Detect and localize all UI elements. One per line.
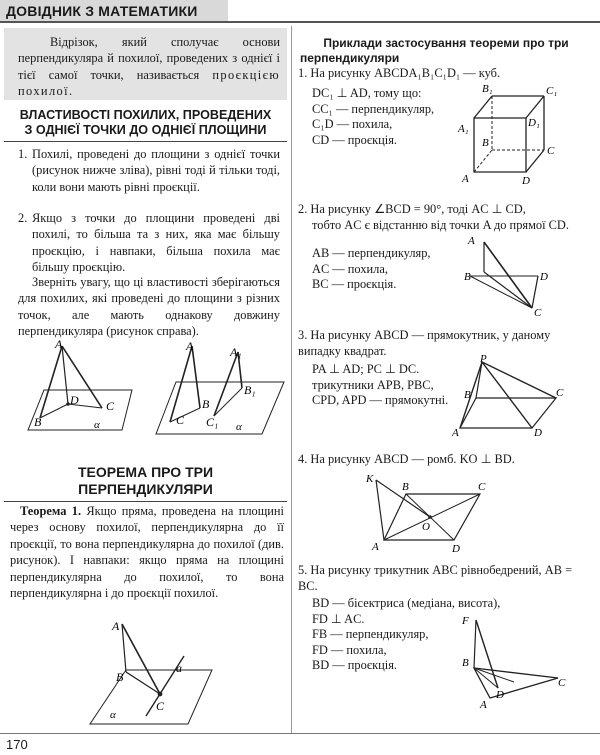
example-5-item: FB — перпендикуляр, [312,627,429,642]
figure-three-perpendiculars [84,614,214,730]
example-1-item: DC₁ ⊥ AD, тому що: [312,86,422,100]
label-C: C [547,145,555,157]
label-alpha: α [94,419,100,431]
example-3-num: 3. [298,328,308,342]
label-B: B [482,137,489,149]
example-3-line1: На рисунку ABCD — прямокутник, у даному випадку квадрат. [298,328,551,358]
label-C: C [176,413,185,427]
example-3-item: CPD, APD — прямокутні. [312,393,449,408]
label-B: B [402,481,409,493]
examples-title-line2: перпендикуляри [300,50,400,65]
definition-body: Відрізок, який сполучає основи перпендикуляра й похилої, проведених з однієї і тієї самої точки, називається [18,35,280,82]
footer-rule [0,733,600,734]
properties-heading-line2: З ОДНІЄЇ ТОЧКИ ДО ОДНІЄЇ ПЛОЩИНИ [24,123,267,137]
example-5-item: FD — похила, [312,642,387,657]
theorem-rule [4,501,287,502]
theorem-body: Якщо пряма, проведена на площині через основу похилої, перпендикулярна до її проєкції, то вона перпендикулярна до похилої (див. рисунок). І навпаки: якщо пряма на площині перпендикулярна до похилої, то вона перпендикулярна і до проєкції похилої. [10,504,284,601]
example-3-list [312,362,462,409]
figure-ex4 [362,470,492,556]
example-2-num: 2. [298,202,308,216]
example-2-item: AB — перпендикуляр, [312,246,431,260]
label-A: A [55,338,63,351]
example-4-num: 4. [298,452,308,466]
header-title: ДОВІДНИК З МАТЕМАТИКИ [6,3,198,19]
label-A: A [452,427,459,438]
figure-ex3 [452,354,564,438]
definition-text: Відрізок, який сполучає основи перпендикуляра й похилої, проведених з однієї і тієї самої точки, називається проєкцією похилої. [18,35,280,99]
example-4-line: На рисунку ABCD — ромб. KO ⊥ BD. [310,452,515,466]
label-C1: C₁ [546,85,558,97]
property-item-2 [18,210,280,276]
property-item-1 [18,146,280,195]
figure-two-points [150,338,290,438]
label-B: B [202,397,210,411]
label-D: D [534,427,542,438]
label-D: D [70,393,79,407]
label-B: B [34,415,42,429]
label-D: D [452,543,460,555]
figure-ex2 [456,232,566,318]
properties-rule [4,141,287,142]
label-D: D [540,271,548,283]
example-2-item: AC — похила, [312,261,388,276]
label-A1: A₁ [230,345,242,359]
label-A: A [112,619,120,633]
page-header [0,0,600,22]
property-note: Зверніть увагу, що ці властивості зберігаються для похилих, які проведені до площини з різних точок, але мають однакову довжину перпендикуляра (рисунок справа). [18,275,280,339]
column-divider [291,26,292,734]
theorem-heading-line1: ТЕОРЕМА ПРО ТРИ [77,464,214,480]
properties-heading-line1: ВЛАСТИВОСТІ ПОХИЛИХ, ПРОВЕДЕНИХ [19,108,272,122]
figure-equal-slopes [22,338,152,438]
example-5-line1: На рисунку трикутник ABC рівнобедрений, AB = BC. [298,563,573,593]
label-A: A [372,541,379,553]
label-B: B [464,271,471,283]
label-B1: B₁ [482,83,493,95]
label-C: C [156,699,165,713]
label-B: B [464,389,471,401]
theorem-heading-line2: ПЕРПЕНДИКУЛЯРИ [78,481,213,497]
examples-title-line1: Приклади застосування теореми про три [323,36,569,50]
label-B: B [116,670,124,684]
header-rule [0,21,600,23]
label-C: C [556,387,564,399]
label-K: K [366,473,374,485]
theorem-text [10,503,284,601]
properties-heading [4,108,287,138]
label-a: a [176,661,182,675]
page-number: 170 [6,737,28,752]
example-5-item: BD — бісектриса (медіана, висота), [312,596,501,610]
example-2-line1: На рисунку ∠BCD = 90°, тоді AC ⊥ CD, [310,202,526,216]
example-2-item: BC — проєкція. [312,277,397,292]
example-5-item: FD ⊥ AC. [312,611,365,626]
theorem-label: Теорема 1. [20,504,82,518]
label-C: C [106,399,115,413]
label-P: P [480,354,487,365]
example-4 [298,452,594,468]
label-C: C [534,307,542,318]
label-D1: D₁ [528,117,540,129]
figure-cube [456,82,560,188]
label-A: A [468,235,475,247]
examples-title [298,36,594,65]
property-num-1: 1. [18,147,28,161]
label-B1: B₁ [244,383,256,397]
definition-term: проєкцією похилої [18,67,280,99]
property-text-2: Якщо з точки до площини проведені дві похилі, то більша та з них, яка має більшу проєкцію, і навпаки, більша похила має більшу проєкцію. [32,211,280,275]
label-A: A [186,339,194,353]
example-1-list [312,86,472,148]
example-1-item: CC₁ — перпендикуляр, [312,101,435,116]
example-2-list [312,246,462,293]
example-3-item: PA ⊥ AD; PC ⊥ DC. [312,362,420,376]
label-A: A [462,173,469,185]
property-num-2: 2. [18,211,28,225]
example-5-num: 5. [298,563,308,577]
theorem-heading [4,464,287,498]
property-text-1: Похилі, проведені до площини з однієї точки (рисунок нижче зліва), рівні тоді й тільки тоді, коли вони мають рівні проєкції. [32,147,280,194]
example-1-line: На рисунку ABCDA₁B₁C₁D₁ — куб. [310,66,501,80]
label-C: C [478,481,486,493]
example-1-item: CD — проєкція. [312,132,398,147]
label-C1: C₁ [206,415,219,429]
label-F: F [462,615,469,627]
example-5-item: BD — проєкція. [312,658,398,673]
label-D: D [496,689,504,701]
label-A: A [480,699,487,710]
example-5 [298,563,594,594]
label-alpha: α [110,709,116,721]
example-1-num: 1. [298,66,308,80]
example-2 [298,202,594,218]
label-D: D [522,175,530,187]
example-3-item: трикутники APB, PBC, [312,377,434,392]
label-C: C [558,677,566,689]
label-alpha: α [236,421,242,433]
example-1 [298,66,594,82]
example-2-cont: тобто AC є відстанню від точки A до прямої CD. [312,218,569,232]
label-A1: A₁ [458,123,469,135]
figure-ex5 [454,614,570,710]
label-O: O [422,521,430,533]
example-1-item: C₁D — похила, [312,117,393,132]
label-B: B [462,657,469,669]
